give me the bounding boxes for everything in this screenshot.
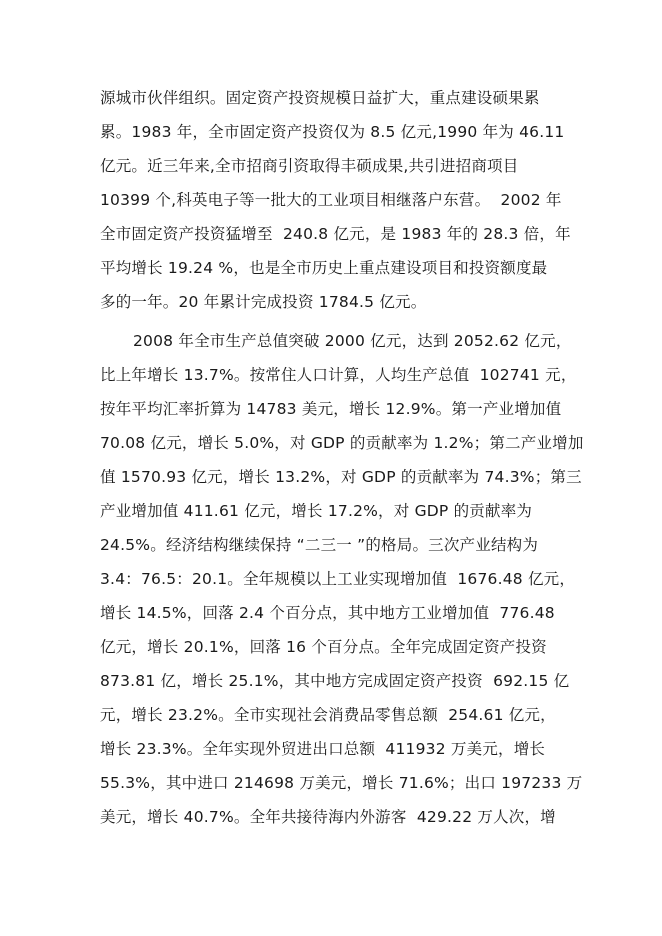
paragraph-2-line: 产业增加值 411.61 亿元，增长 17.2%，对 GDP 的贡献率为 [100, 502, 533, 520]
paragraph-2-line: 70.08 亿元，增长 5.0%，对 GDP 的贡献率为 1.2%；第二产业增加 [100, 434, 584, 452]
paragraph-1-line: 10399 个,科英电子等一批大的工业项目相继落户东营。 2002 年 [100, 191, 562, 209]
paragraph-2-line: 增长 23.3%。全年实现外贸进出口总额 411932 万美元，增长 [100, 740, 546, 758]
paragraph-2-line: 美元，增长 40.7%。全年共接待海内外游客 429.22 万人次，增 [100, 808, 556, 826]
paragraph-1-line: 累。1983 年，全市固定资产投资仅为 8.5 亿元,1990 年为 46.11 [100, 123, 565, 141]
paragraph-1-line: 多的一年。20 年累计完成投资 1784.5 亿元。 [100, 293, 427, 311]
paragraph-2-line: 亿元，增长 20.1%，回落 16 个百分点。全年完成固定资产投资 [100, 638, 547, 656]
paragraph-2-line: 55.3%，其中进口 214698 万美元，增长 71.6%；出口 197233 万 [100, 774, 583, 792]
paragraph-2-line: 增长 14.5%，回落 2.4 个百分点，其中地方工业增加值 776.48 [100, 604, 555, 622]
paragraph-2-line: 按年平均汇率折算为 14783 美元，增长 12.9%。第一产业增加值 [100, 400, 562, 418]
paragraph-2-line: 873.81 亿，增长 25.1%，其中地方完成固定资产投资 692.15 亿 [100, 672, 570, 690]
paragraph-2-line: 2008 年全市生产总值突破 2000 亿元，达到 2052.62 亿元， [133, 332, 572, 350]
paragraph-2-line: 24.5%。经济结构继续保持 “二三一 ”的格局。三次产业结构为 [100, 536, 539, 554]
paragraph-1-line: 源城市伙伴组织。固定资产投资规模日益扩大，重点建设硕果累 [100, 89, 540, 107]
paragraph-2-line: 3.4：76.5：20.1。全年规模以上工业实现增加值 1676.48 亿元， [100, 570, 576, 588]
paragraph-2-line: 元，增长 23.2%。全市实现社会消费品零售总额 254.61 亿元， [100, 706, 556, 724]
paragraph-1-line: 全市固定资产投资猛增至 240.8 亿元，是 1983 年的 28.3 倍，年 [100, 225, 571, 243]
paragraph-2-line: 比上年增长 13.7%。按常住人口计算，人均生产总值 102741 元， [100, 366, 577, 384]
paragraph-1-line: 亿元。近三年来,全市招商引资取得丰硕成果,共引进招商项目 [100, 157, 519, 175]
paragraph-1-line: 平均增长 19.24 %，也是全市历史上重点建设项目和投资额度最 [100, 259, 548, 277]
paragraph-2-line: 值 1570.93 亿元，增长 13.2%，对 GDP 的贡献率为 74.3%；第三 [100, 468, 582, 486]
